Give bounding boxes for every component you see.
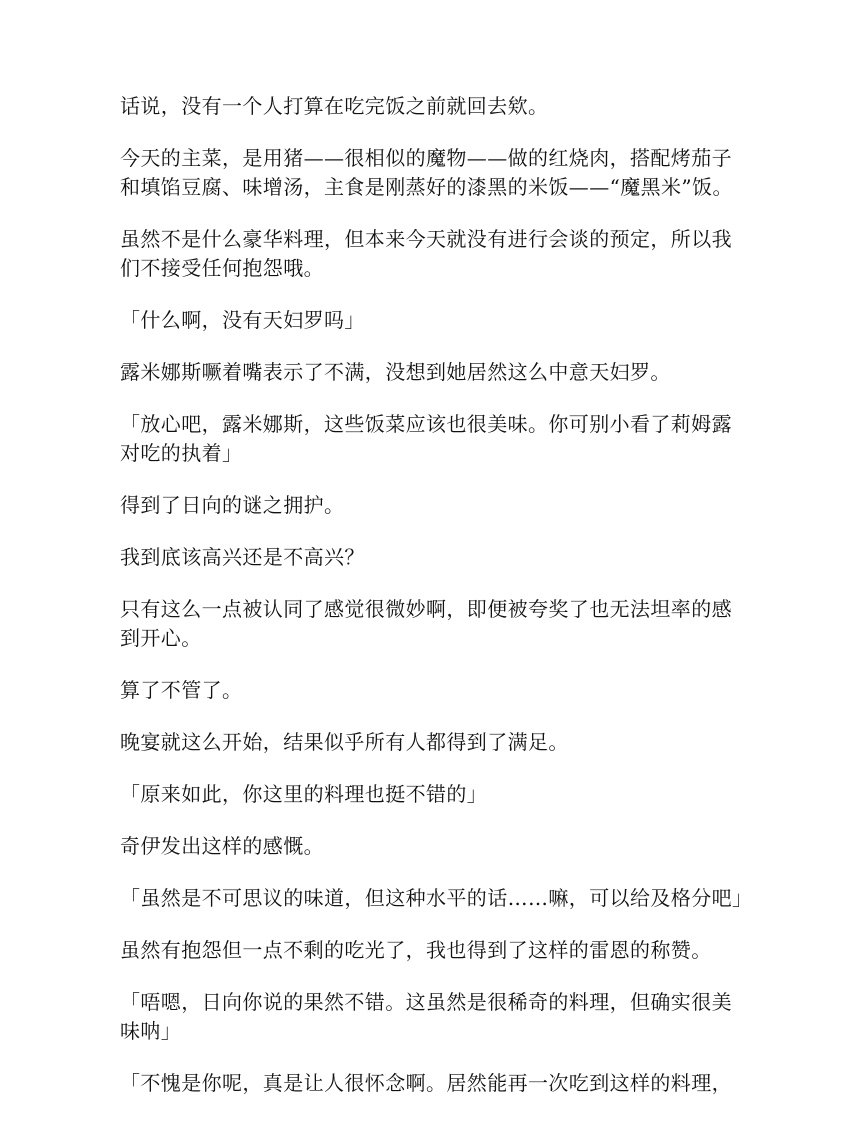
paragraph: 「虽然是不可思议的味道，但这种水平的话……嘛，可以给及格分吧」 — [120, 886, 753, 910]
paragraph: 「放心吧，露米娜斯，这些饭菜应该也很美味。你可别小看了莉姆露对吃的执着」 — [120, 412, 732, 465]
paragraph: 只有这么一点被认同了感觉很微妙啊，即便被夸奖了也无法坦率的感到开心。 — [120, 597, 732, 650]
paragraph: 「原来如此，你这里的料理也挺不错的」 — [120, 782, 488, 806]
paragraph: 我到底该高兴还是不高兴？ — [120, 545, 365, 569]
paragraph: 「什么啊，没有天妇罗吗」 — [120, 308, 365, 332]
paragraph: 露米娜斯噘着嘴表示了不满，没想到她居然这么中意天妇罗。 — [120, 360, 671, 384]
paragraph: 算了不管了。 — [120, 678, 243, 702]
document-body — [120, 92, 753, 1121]
paragraph: 「唔嗯，日向你说的果然不错。这虽然是很稀奇的料理，但确实很美味呐」 — [120, 990, 732, 1043]
paragraph: 虽然有抱怨但一点不剩的吃光了，我也得到了这样的雷恩的称赞。 — [120, 938, 712, 962]
paragraph: 奇伊发出这样的感慨。 — [120, 834, 324, 858]
paragraph: 晚宴就这么开始，结果似乎所有人都得到了满足。 — [120, 730, 569, 754]
paragraph: 得到了日向的谜之拥护。 — [120, 493, 345, 517]
paragraph: 「不愧是你呢，真是让人很怀念啊。居然能再一次吃到这样的料理， — [120, 1071, 732, 1095]
paragraph: 话说，没有一个人打算在吃完饭之前就回去欸。 — [120, 94, 549, 118]
paragraph: 今天的主菜，是用猪——很相似的魔物——做的红烧肉，搭配烤茄子和填馅豆腐、味增汤，主食是刚蒸好的漆黑的米饭——“魔黑米”饭。 — [120, 146, 733, 199]
paragraph: 虽然不是什么豪华料理，但本来今天就没有进行会谈的预定，所以我们不接受任何抱怨哦。 — [120, 227, 732, 280]
